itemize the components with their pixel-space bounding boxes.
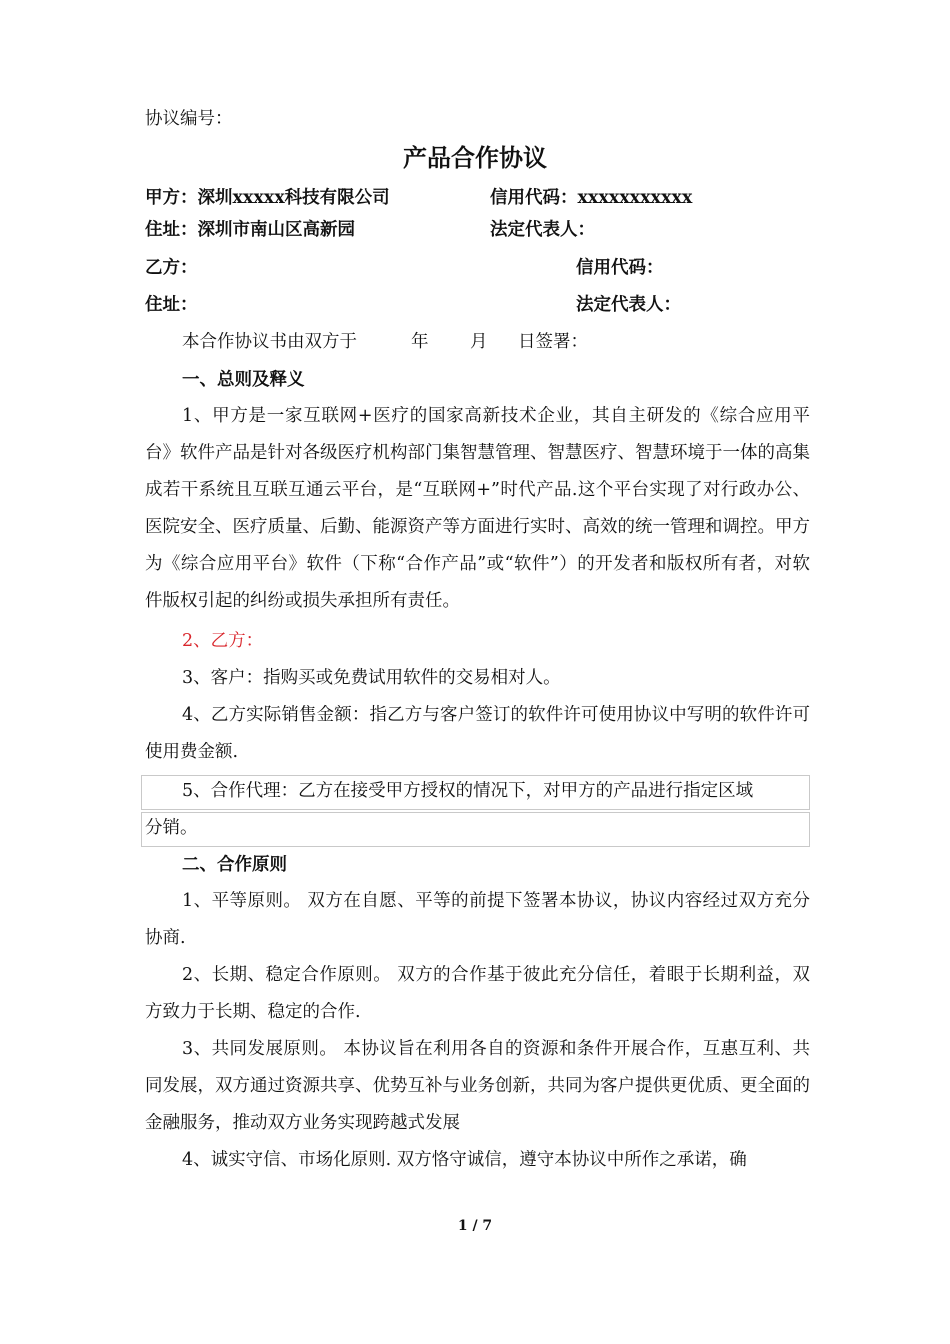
section-1-clause-1: 1、甲方是一家互联网+医疗的国家高新技术企业，其自主研发的《综合应用平台》软件产品是针对各级医疗机构部门集智慧管理、智慧医疗、智慧环境于一体的高集成若干系统且互联互通云平台，是“互联网+”时代产品.这个平台实现了对行政办公、医院安全、医疗质量、后勤、能源资产等方面进行实时、高效的统一管理和调控。甲方为《综合应用平台》软件（下称“合作产品”或“软件”）的开发者和版权所有者，对软件版权引起的纠纷或损失承担所有责任。 (145, 406, 810, 611)
section-2-clause-4: 4、诚实守信、市场化原则. 双方恪守诚信，遵守本协议中所作之承诺，确 (182, 1150, 747, 1170)
section-2-heading: 二、合作原则 (182, 855, 287, 875)
party-a-legal-rep: 法定代表人： (490, 220, 595, 240)
section-2-clause-3: 3、共同发展原则。 本协议旨在利用各自的资源和条件开展合作，互惠互利、共同发展，双方通过资源共享、优势互补与业务创新，共同为客户提供更优质、更全面的金融服务，推动双方业务实现跨越式发展 (145, 1039, 810, 1133)
section-1-clause-2: 2、乙方： (182, 631, 264, 651)
section-1-clause-5-line-1: 5、合作代理：乙方在接受甲方授权的情况下，对甲方的产品进行指定区域 (182, 781, 754, 801)
section-1-clause-3: 3、客户：指购买或免费试用软件的交易相对人。 (182, 668, 561, 688)
section-1-heading: 一、总则及释义 (182, 370, 305, 390)
signing-month: 月 (470, 332, 488, 352)
signing-day: 日签署： (518, 332, 588, 352)
party-b-credit-code: 信用代码： (576, 258, 664, 278)
signing-year: 年 (411, 332, 429, 352)
party-b-address: 住址： (145, 295, 198, 315)
agreement-number-label: 协议编号： (145, 109, 233, 129)
signing-prefix: 本合作协议书由双方于 (182, 332, 357, 352)
party-a-name: 甲方：深圳xxxxx科技有限公司 (145, 188, 390, 208)
clause-5-box-line-2 (141, 812, 810, 847)
section-2-clause-2: 2、长期、稳定合作原则。 双方的合作基于彼此充分信任，着眼于长期利益，双方致力于长期、稳定的合作. (145, 965, 810, 1022)
section-1-clause-5-line-2: 分销。 (145, 818, 198, 838)
document-title: 产品合作协议 (403, 143, 547, 172)
page-number: 1 / 7 (457, 1218, 493, 1234)
party-a-address: 住址：深圳市南山区高新园 (145, 220, 355, 240)
party-b-legal-rep: 法定代表人： (576, 295, 681, 315)
party-a-credit-code: 信用代码：xxxxxxxxxxx (490, 188, 693, 208)
section-1-clause-4: 4、乙方实际销售金额：指乙方与客户签订的软件许可使用协议中写明的软件许可使用费金额. (145, 705, 810, 762)
section-2-clause-1: 1、平等原则。 双方在自愿、平等的前提下签署本协议，协议内容经过双方充分协商. (145, 891, 810, 948)
party-b-name: 乙方： (145, 258, 198, 278)
